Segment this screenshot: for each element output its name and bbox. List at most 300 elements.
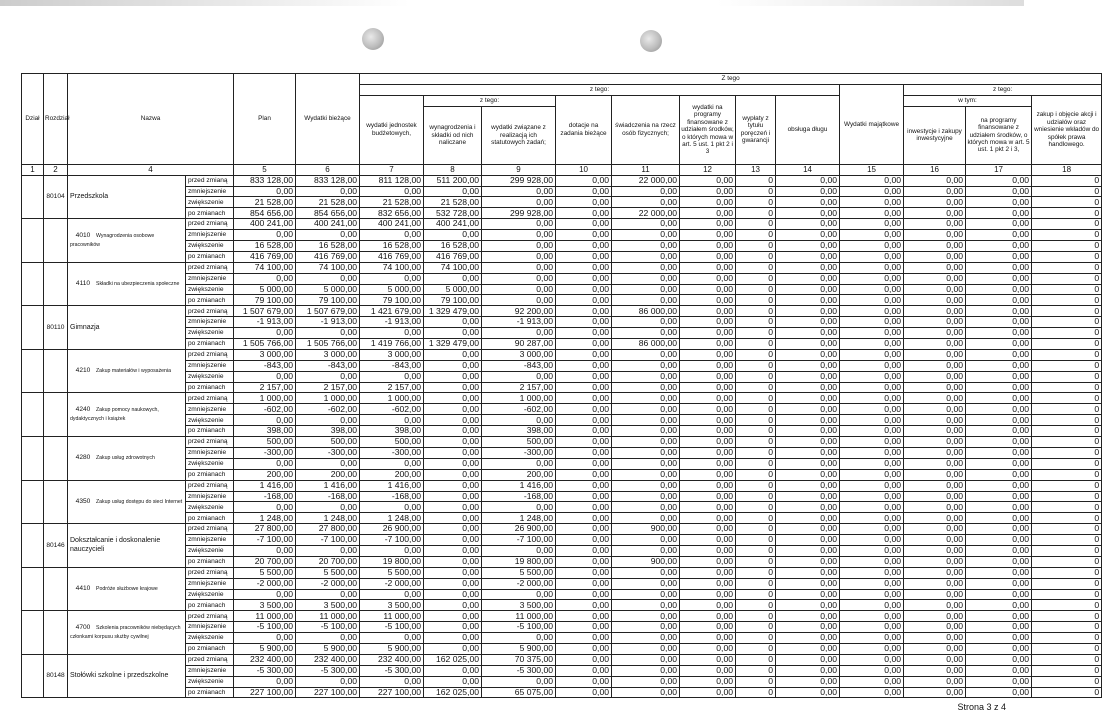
rozdzial-cell — [44, 480, 68, 524]
value-cell: 0,00 — [904, 437, 966, 448]
value-cell: 0 — [1032, 513, 1102, 524]
table-row — [22, 175, 1102, 186]
header-zakup-akcji: zakup i objęcie akcji i udziałów oraz wniesienie wkładów do spółek prawa handlowego. — [1032, 95, 1102, 164]
value-cell: 0,00 — [904, 393, 966, 404]
value-cell: 0,00 — [680, 665, 736, 676]
rozdzial-cell — [44, 349, 68, 393]
value-cell: 70 375,00 — [482, 654, 556, 665]
col-number: 12 — [680, 164, 736, 175]
value-cell: 0,00 — [556, 437, 612, 448]
row-type-label: po zmianach — [186, 339, 234, 350]
row-type-label: zwiększenie — [186, 633, 234, 644]
value-cell: 19 800,00 — [360, 556, 424, 567]
value-cell: 0,00 — [966, 687, 1032, 698]
value-cell: 0,00 — [776, 273, 840, 284]
value-cell: 0,00 — [296, 589, 360, 600]
rozdzial-code: 80110 — [44, 306, 68, 350]
value-cell: 1 000,00 — [360, 393, 424, 404]
value-cell: 0,00 — [904, 687, 966, 698]
value-cell: 0,00 — [966, 437, 1032, 448]
value-cell: 1 505 766,00 — [234, 339, 296, 350]
value-cell: 0,00 — [556, 186, 612, 197]
value-cell: 0,00 — [904, 643, 966, 654]
value-cell: 1 505 766,00 — [296, 339, 360, 350]
value-cell: 0,00 — [776, 175, 840, 186]
value-cell: 0,00 — [680, 676, 736, 687]
value-cell: 232 400,00 — [360, 654, 424, 665]
value-cell: 0,00 — [612, 545, 680, 556]
value-cell: 65 075,00 — [482, 687, 556, 698]
value-cell: 0,00 — [680, 469, 736, 480]
value-cell: 0,00 — [966, 545, 1032, 556]
row-type-label: po zmianach — [186, 687, 234, 698]
row-type-label: zmniejszenie — [186, 491, 234, 502]
value-cell: 3 000,00 — [360, 349, 424, 360]
value-cell: 0,00 — [680, 197, 736, 208]
paragraf-name: Wynagrodzenia osobowe pracowników — [70, 232, 155, 249]
value-cell: 0 — [1032, 360, 1102, 371]
value-cell: 0,00 — [966, 469, 1032, 480]
col-number: 13 — [736, 164, 776, 175]
table-row — [22, 524, 1102, 535]
col-number: 2 — [44, 164, 68, 175]
value-cell: 0,00 — [612, 241, 680, 252]
value-cell: 0 — [1032, 306, 1102, 317]
value-cell: 0,00 — [556, 578, 612, 589]
row-type-label: przed zmianą — [186, 611, 234, 622]
paragraf-name: Podróże służbowe krajowe — [96, 585, 158, 592]
value-cell: 0,00 — [776, 600, 840, 611]
value-cell: 0 — [1032, 415, 1102, 426]
value-cell: 0,00 — [424, 371, 482, 382]
value-cell: 0,00 — [840, 622, 904, 633]
value-cell: 0 — [736, 197, 776, 208]
row-type-label: zmniejszenie — [186, 535, 234, 546]
row-type-label: zmniejszenie — [186, 317, 234, 328]
value-cell: 0,00 — [904, 458, 966, 469]
paragraf-cell — [68, 219, 186, 263]
value-cell: 0,00 — [234, 415, 296, 426]
dzial-cell — [22, 611, 44, 655]
value-cell: 0,00 — [966, 328, 1032, 339]
value-cell: -1 913,00 — [296, 317, 360, 328]
value-cell: 0 — [1032, 633, 1102, 644]
value-cell: 86 000,00 — [612, 306, 680, 317]
value-cell: 0,00 — [776, 611, 840, 622]
value-cell: 0 — [1032, 665, 1102, 676]
value-cell: -2 000,00 — [296, 578, 360, 589]
value-cell: 16 528,00 — [234, 241, 296, 252]
header-z-tego-3: z tego: — [904, 85, 1102, 96]
value-cell: 1 507 679,00 — [296, 306, 360, 317]
value-cell: 0,00 — [904, 186, 966, 197]
col-number: 16 — [904, 164, 966, 175]
value-cell: 0,00 — [556, 219, 612, 230]
value-cell: 0,00 — [904, 567, 966, 578]
value-cell: 1 416,00 — [234, 480, 296, 491]
value-cell: -5 100,00 — [360, 622, 424, 633]
paragraf-cell — [68, 393, 186, 437]
value-cell: 0,00 — [482, 589, 556, 600]
value-cell: 0,00 — [556, 502, 612, 513]
value-cell: 0,00 — [482, 676, 556, 687]
value-cell: 0 — [736, 208, 776, 219]
col-number: 1 — [22, 164, 44, 175]
value-cell: 0,00 — [482, 273, 556, 284]
value-cell: 0,00 — [966, 676, 1032, 687]
value-cell: 0,00 — [904, 535, 966, 546]
value-cell: -2 000,00 — [360, 578, 424, 589]
paragraf-code: 4010 — [75, 231, 91, 239]
row-type-label: po zmianach — [186, 469, 234, 480]
row-type-label: przed zmianą — [186, 437, 234, 448]
page-number: Strona 3 z 4 — [957, 702, 1006, 712]
value-cell: 0 — [1032, 284, 1102, 295]
rozdzial-cell — [44, 567, 68, 611]
value-cell: 0,00 — [424, 545, 482, 556]
value-cell: 0,00 — [556, 654, 612, 665]
row-type-label: po zmianach — [186, 513, 234, 524]
value-cell: 854 656,00 — [234, 208, 296, 219]
value-cell: 2 157,00 — [296, 382, 360, 393]
value-cell: 0,00 — [776, 589, 840, 600]
value-cell: 0,00 — [966, 219, 1032, 230]
column-numbers-row — [22, 164, 1102, 175]
value-cell: 0,00 — [776, 349, 840, 360]
row-type-label: zmniejszenie — [186, 622, 234, 633]
value-cell: 0,00 — [904, 295, 966, 306]
value-cell: 0,00 — [612, 284, 680, 295]
value-cell: -7 100,00 — [296, 535, 360, 546]
value-cell: 0,00 — [840, 339, 904, 350]
value-cell: 0 — [1032, 197, 1102, 208]
row-type-label: po zmianach — [186, 382, 234, 393]
row-type-label: po zmianach — [186, 426, 234, 437]
value-cell: 0 — [1032, 687, 1102, 698]
value-cell: 0,00 — [840, 241, 904, 252]
value-cell: 22 000,00 — [612, 208, 680, 219]
value-cell: 0,00 — [424, 611, 482, 622]
value-cell: -602,00 — [360, 404, 424, 415]
value-cell: 0,00 — [680, 186, 736, 197]
value-cell: 0 — [736, 317, 776, 328]
value-cell: 0,00 — [556, 622, 612, 633]
value-cell: 0,00 — [966, 589, 1032, 600]
row-type-label: zwiększenie — [186, 415, 234, 426]
value-cell: 299 928,00 — [482, 175, 556, 186]
value-cell: 0,00 — [360, 415, 424, 426]
value-cell: -5 300,00 — [296, 665, 360, 676]
value-cell: 0,00 — [680, 654, 736, 665]
value-cell: 0 — [736, 458, 776, 469]
value-cell: -5 300,00 — [360, 665, 424, 676]
row-type-label: przed zmianą — [186, 306, 234, 317]
value-cell: 0,00 — [776, 578, 840, 589]
value-cell: 0,00 — [556, 589, 612, 600]
row-type-label: przed zmianą — [186, 524, 234, 535]
value-cell: 0,00 — [680, 371, 736, 382]
paragraf-cell — [68, 611, 186, 655]
value-cell: 0 — [1032, 469, 1102, 480]
value-cell: 0 — [736, 251, 776, 262]
value-cell: 26 900,00 — [360, 524, 424, 535]
value-cell: 0,00 — [840, 665, 904, 676]
rozdzial-name: Gimnazja — [68, 306, 186, 350]
value-cell: 0,00 — [840, 360, 904, 371]
value-cell: 0,00 — [904, 556, 966, 567]
value-cell: 500,00 — [234, 437, 296, 448]
col-number: 17 — [966, 164, 1032, 175]
value-cell: 0,00 — [556, 328, 612, 339]
value-cell: 0,00 — [612, 480, 680, 491]
value-cell: 3 000,00 — [482, 349, 556, 360]
value-cell: -168,00 — [482, 491, 556, 502]
value-cell: 1 416,00 — [296, 480, 360, 491]
value-cell: 0,00 — [680, 458, 736, 469]
col-number: 4 — [68, 164, 234, 175]
value-cell: 0 — [736, 611, 776, 622]
value-cell: 0,00 — [966, 611, 1032, 622]
value-cell: 0,00 — [556, 371, 612, 382]
value-cell: 0,00 — [424, 360, 482, 371]
value-cell: 0,00 — [840, 513, 904, 524]
value-cell: 0 — [736, 502, 776, 513]
value-cell: 0,00 — [904, 633, 966, 644]
row-type-label: zmniejszenie — [186, 404, 234, 415]
value-cell: 5 500,00 — [234, 567, 296, 578]
value-cell: 0,00 — [556, 415, 612, 426]
value-cell: 0,00 — [234, 328, 296, 339]
value-cell: 0,00 — [966, 447, 1032, 458]
value-cell: 0,00 — [680, 284, 736, 295]
value-cell: 0,00 — [966, 633, 1032, 644]
row-type-label: po zmianach — [186, 643, 234, 654]
value-cell: 0,00 — [482, 458, 556, 469]
rozdzial-cell — [44, 611, 68, 655]
value-cell: 0,00 — [680, 567, 736, 578]
value-cell: 0,00 — [424, 567, 482, 578]
value-cell: 0,00 — [424, 600, 482, 611]
value-cell: 200,00 — [296, 469, 360, 480]
value-cell: 0,00 — [776, 306, 840, 317]
value-cell: 0,00 — [234, 545, 296, 556]
value-cell: 0 — [1032, 556, 1102, 567]
value-cell: 0,00 — [904, 360, 966, 371]
value-cell: 0,00 — [424, 426, 482, 437]
row-type-label: przed zmianą — [186, 480, 234, 491]
value-cell: 0 — [736, 447, 776, 458]
value-cell: 0,00 — [966, 578, 1032, 589]
paragraf-code: 4240 — [75, 405, 91, 413]
value-cell: 0,00 — [612, 687, 680, 698]
value-cell: 0,00 — [556, 426, 612, 437]
value-cell: 0,00 — [234, 676, 296, 687]
row-type-label: po zmianach — [186, 295, 234, 306]
table-row — [22, 611, 1102, 622]
value-cell: 0,00 — [424, 589, 482, 600]
value-cell: 398,00 — [482, 426, 556, 437]
value-cell: 22 000,00 — [612, 175, 680, 186]
value-cell: 0,00 — [904, 273, 966, 284]
value-cell: 2 157,00 — [234, 382, 296, 393]
value-cell: 0,00 — [424, 578, 482, 589]
value-cell: 0 — [736, 589, 776, 600]
table-row — [22, 349, 1102, 360]
value-cell: 0,00 — [612, 654, 680, 665]
value-cell: 0 — [1032, 654, 1102, 665]
value-cell: 0,00 — [966, 393, 1032, 404]
value-cell: 0,00 — [776, 251, 840, 262]
rozdzial-cell — [44, 437, 68, 481]
value-cell: 0,00 — [776, 687, 840, 698]
header-z-tego-2: z tego: — [424, 95, 556, 106]
value-cell: 0,00 — [296, 186, 360, 197]
header-z-tego-top: Z tego — [360, 74, 1102, 85]
value-cell: 0,00 — [966, 567, 1032, 578]
value-cell: 0,00 — [776, 524, 840, 535]
value-cell: 0,00 — [840, 556, 904, 567]
value-cell: 0 — [1032, 317, 1102, 328]
value-cell: 0,00 — [966, 251, 1032, 262]
value-cell: 0,00 — [296, 633, 360, 644]
value-cell: 0,00 — [840, 469, 904, 480]
value-cell: 0 — [736, 339, 776, 350]
value-cell: 0,00 — [556, 545, 612, 556]
value-cell: 416 769,00 — [360, 251, 424, 262]
value-cell: 0,00 — [840, 524, 904, 535]
value-cell: -168,00 — [234, 491, 296, 502]
value-cell: 0 — [1032, 458, 1102, 469]
value-cell: 0,00 — [234, 230, 296, 241]
value-cell: 0 — [1032, 600, 1102, 611]
value-cell: 0,00 — [680, 230, 736, 241]
value-cell: 0,00 — [904, 284, 966, 295]
value-cell: 0,00 — [776, 654, 840, 665]
value-cell: -7 100,00 — [234, 535, 296, 546]
value-cell: 1 416,00 — [482, 480, 556, 491]
value-cell: 74 100,00 — [360, 262, 424, 273]
value-cell: 0 — [1032, 262, 1102, 273]
row-type-label: zmniejszenie — [186, 665, 234, 676]
row-type-label: zwiększenie — [186, 502, 234, 513]
col-number: 18 — [1032, 164, 1102, 175]
col-number: 14 — [776, 164, 840, 175]
value-cell: -168,00 — [360, 491, 424, 502]
value-cell: 0,00 — [966, 524, 1032, 535]
value-cell: 0 — [736, 654, 776, 665]
value-cell: 0,00 — [776, 480, 840, 491]
value-cell: 0,00 — [612, 447, 680, 458]
col-number: 6 — [296, 164, 360, 175]
value-cell: 1 421 679,00 — [360, 306, 424, 317]
value-cell: 1 248,00 — [296, 513, 360, 524]
value-cell: 0,00 — [296, 371, 360, 382]
row-type-label: przed zmianą — [186, 262, 234, 273]
value-cell: 232 400,00 — [296, 654, 360, 665]
value-cell: 0,00 — [612, 578, 680, 589]
value-cell: 0,00 — [840, 535, 904, 546]
value-cell: 0,00 — [296, 458, 360, 469]
value-cell: 0 — [736, 578, 776, 589]
value-cell: 0,00 — [776, 219, 840, 230]
value-cell: 0,00 — [556, 513, 612, 524]
value-cell: 0,00 — [776, 404, 840, 415]
table-row — [22, 654, 1102, 665]
value-cell: 0 — [1032, 426, 1102, 437]
header-poreczenia: wypłaty z tytułu poręczeń i gwarancji — [736, 95, 776, 164]
value-cell: 0 — [736, 273, 776, 284]
value-cell: 0,00 — [904, 447, 966, 458]
value-cell: 0 — [1032, 589, 1102, 600]
value-cell: 0,00 — [612, 622, 680, 633]
value-cell: 0,00 — [556, 241, 612, 252]
row-type-label: zmniejszenie — [186, 578, 234, 589]
value-cell: 0,00 — [904, 175, 966, 186]
value-cell: 0,00 — [680, 589, 736, 600]
value-cell: 0,00 — [360, 676, 424, 687]
value-cell: -1 913,00 — [234, 317, 296, 328]
paragraf-cell — [68, 437, 186, 481]
value-cell: 0 — [736, 469, 776, 480]
value-cell: 0 — [1032, 371, 1102, 382]
value-cell: 0,00 — [776, 491, 840, 502]
col-number: 7 — [360, 164, 424, 175]
value-cell: 299 928,00 — [482, 208, 556, 219]
value-cell: 0,00 — [904, 317, 966, 328]
value-cell: 0,00 — [360, 502, 424, 513]
value-cell: 0,00 — [840, 230, 904, 241]
value-cell: 0,00 — [840, 600, 904, 611]
paragraf-code: 4350 — [75, 497, 91, 505]
value-cell: 0,00 — [482, 502, 556, 513]
value-cell: 0,00 — [556, 535, 612, 546]
value-cell: -300,00 — [482, 447, 556, 458]
punch-hole-left — [362, 28, 384, 50]
value-cell: 0,00 — [904, 578, 966, 589]
table-header — [22, 74, 1102, 176]
value-cell: 0,00 — [776, 545, 840, 556]
value-cell: 0,00 — [482, 545, 556, 556]
value-cell: 833 128,00 — [296, 175, 360, 186]
value-cell: 0,00 — [424, 535, 482, 546]
value-cell: 0,00 — [776, 633, 840, 644]
value-cell: 832 656,00 — [360, 208, 424, 219]
value-cell: 5 900,00 — [360, 643, 424, 654]
value-cell: 0,00 — [966, 360, 1032, 371]
value-cell: -168,00 — [296, 491, 360, 502]
col-number: 8 — [424, 164, 482, 175]
col-number: 5 — [234, 164, 296, 175]
value-cell: 0,00 — [612, 328, 680, 339]
value-cell: 0,00 — [680, 208, 736, 219]
value-cell: 0,00 — [904, 415, 966, 426]
value-cell: 0,00 — [424, 437, 482, 448]
value-cell: 0,00 — [556, 317, 612, 328]
header-statutowe: wydatki związane z realizacją ich statutowych zadań; — [482, 106, 556, 164]
value-cell: 0,00 — [840, 262, 904, 273]
value-cell: 0,00 — [840, 415, 904, 426]
row-type-label: zmniejszenie — [186, 360, 234, 371]
value-cell: 0 — [736, 371, 776, 382]
value-cell: 0,00 — [482, 415, 556, 426]
value-cell: 0,00 — [680, 447, 736, 458]
value-cell: 1 329 479,00 — [424, 339, 482, 350]
value-cell: 0,00 — [966, 349, 1032, 360]
value-cell: -5 300,00 — [234, 665, 296, 676]
value-cell: 0,00 — [776, 567, 840, 578]
value-cell: 0,00 — [482, 241, 556, 252]
value-cell: 0,00 — [424, 556, 482, 567]
